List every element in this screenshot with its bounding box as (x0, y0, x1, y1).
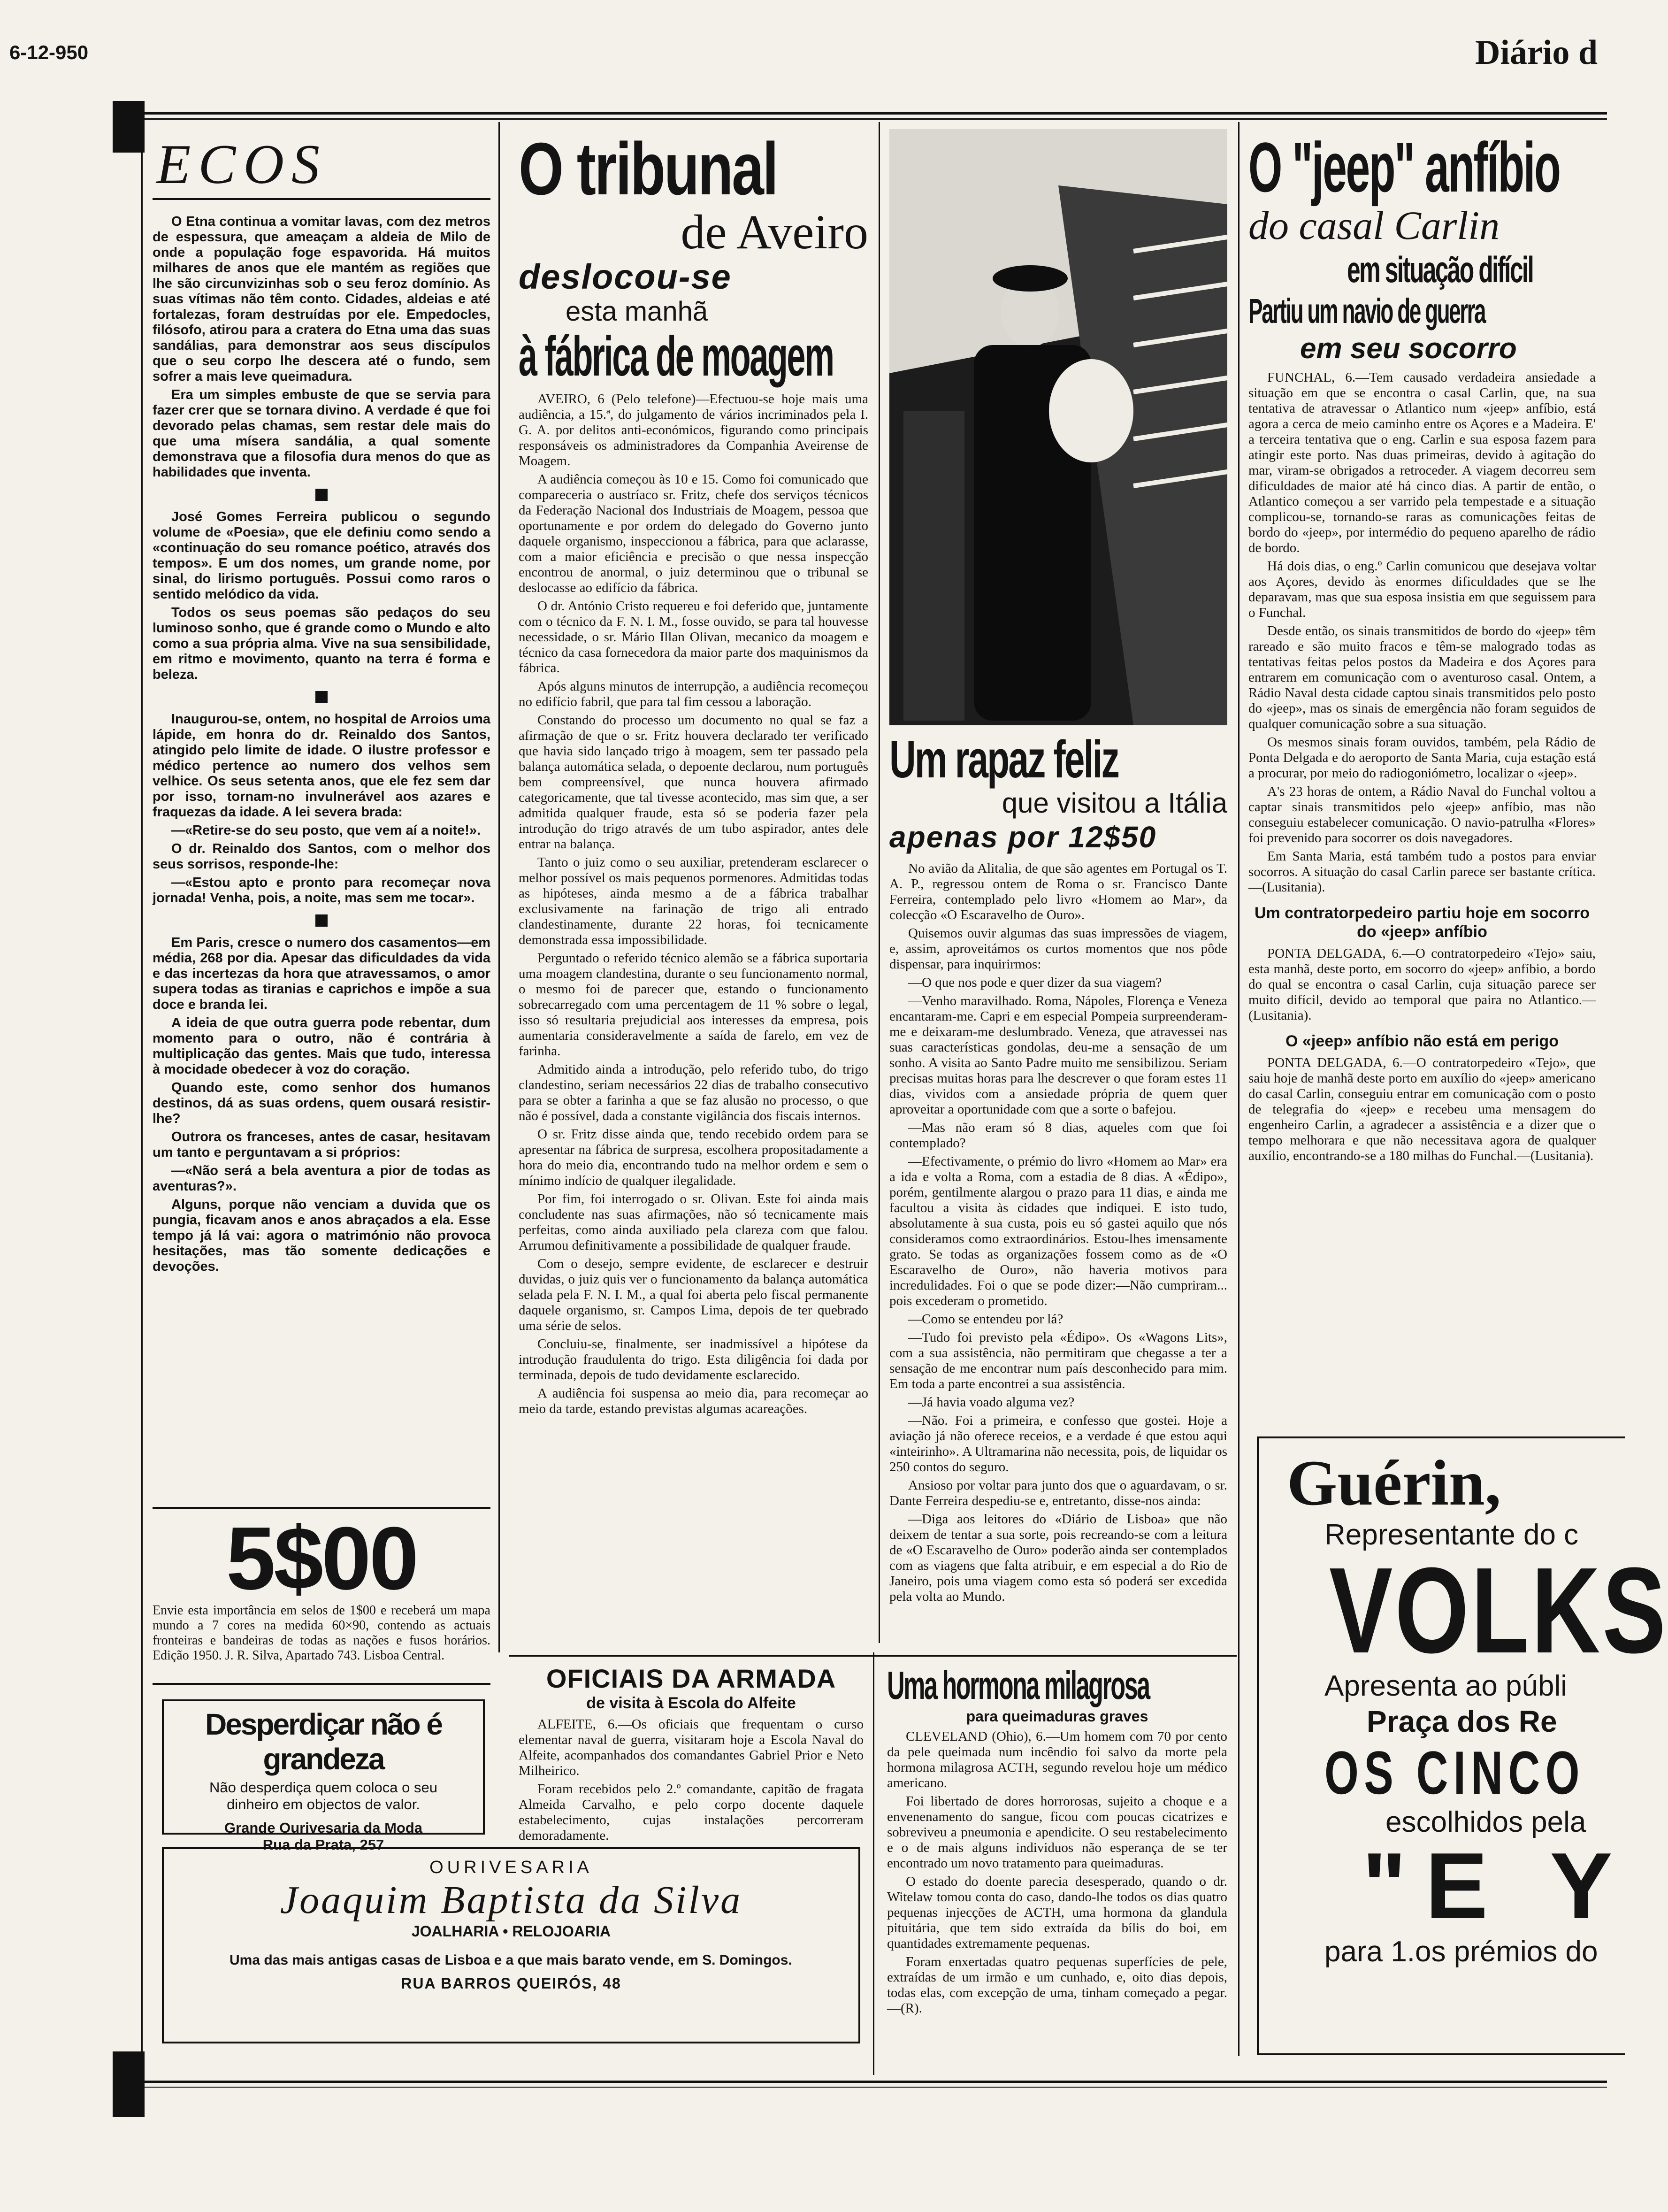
jeep-paragraph: PONTA DELGADA, 6.—O contratorpedeiro «Tejo» saiu, esta manhã, deste porto, em socorro do «jeep» anfíbio, a bordo do qual se encontra o casal Carlin, cuja situação parece ser muito difícil, devido ao temporal que paira no Atlantico.—(Lusitania). (1248, 946, 1596, 1023)
ecos-paragraph: Outrora os franceses, antes de casar, hesitavam um tanto e perguntavam a si próprios: (153, 1129, 490, 1160)
rapaz-paragraph: Ansioso por voltar para junto dos que o aguardavam, o sr. Dante Ferreira despediu-se e, entretanto, disse-nos ainda: (889, 1478, 1227, 1508)
ad-baptista-name: Joaquim Baptista da Silva (280, 1878, 742, 1922)
tribunal-headline: O tribunal (519, 128, 777, 210)
photo (889, 129, 1227, 725)
ecos-paragraph: José Gomes Ferreira publicou o segundo volume de «Poesia», que ele definiu como sendo a «continuação do seu romance poético, através dos tempos». E um dos nomes, um grande nome, por sinal, do lirismo português. Possui como raros o sentido melódico da vida. (153, 509, 490, 602)
bottom-rule-2 (113, 2087, 1607, 2088)
jeep-paragraph: Desde então, os sinais transmitidos de bordo do «jeep» têm rareado e são muito fracos e têm-se malogrado todas as tentativas feitas pelos postos da Madeira e dos Açores para entrarem em comunicação com o aventuroso casal. Ontem, a Rádio Naval desta cidade captou sinais transmitidos pelo posto do «jeep», mas os sinais de emergência não foram seguidos de qualquer comunicação sobre a sua situação. (1248, 623, 1596, 731)
ecos-paragraph: O Etna continua a vomitar lavas, com dez metros de espessura, que ameaçam a aldeia de Milo de onde a população foge espavorida. Há muitos milhares de anos que ele mantém as regiões que lhe são circunvizinhas sob o seu feroz domínio. As suas vítimas não têm conto. Cidades, aldeias e até fortalezas, foram destruídas por ele. Empedocles, filósofo, atirou para a cratera do Etna uma das suas sandálias, para demonstrar aos seus discípulos que o seu corpo lhe descera até o fundo, sem sofrer a mais leve queimadura. (153, 214, 490, 384)
separator-square (315, 914, 328, 927)
separator-square (315, 691, 328, 703)
rapaz-headline: Um rapaz feliz (889, 730, 1118, 789)
ad-ourivesaria-moda (162, 1699, 485, 1853)
ad-guerin-line4: OS CINCO (1324, 1738, 1585, 1807)
bottom-rule-1 (113, 2081, 1607, 2083)
rapaz-paragraph: —Não. Foi a primeira, e confesso que gostei. Hoje a aviação já não oferece receios, e a verdade é que estou aqui «inteirinho». A Ultramarina não necessita, pois, de liquidar os 250 contos do seguro. (889, 1413, 1227, 1475)
ecos-paragraph: —«Retire-se do seu posto, que vem aí a noite!». (171, 823, 481, 838)
tribunal-headline-4: esta manhã (566, 296, 708, 327)
top-rule-1 (113, 112, 1607, 115)
tribunal-paragraph: AVEIRO, 6 (Pelo telefone)—Efectuou-se hoje mais uma audiência, a 15.ª, do julgamento de vários incriminados pela I. G. A. por delitos anti-económicos, figurando como principais responsáveis os administradores da Companhia Aveirense de Moagem. (519, 392, 868, 469)
armada-paragraph: ALFEITE, 6.—Os oficiais que frequentam o curso elementar naval de guerra, visitaram hoje a Escola Naval do Alfeite, acompanhados dos comandantes Gabriel Prior e Neto Milheirico. (519, 1717, 864, 1778)
tribunal-paragraph: Com o desejo, sempre evidente, de esclarecer e destruir duvidas, o juiz quis ver o funcionamento da balança automática selada pela F. N. I. M., a qual foi aberta pelo fiscal permanente daquele organismo, sr. Campos Lima, depois de ter quebrado uma série de selos. (519, 1256, 868, 1333)
hormona-subheadline: para queimaduras graves (966, 1708, 1148, 1725)
col-sep-2 (879, 122, 880, 1643)
ad-baptista-label: OURIVESARIA (429, 1858, 593, 1877)
tribunal-paragraph: A audiência começou às 10 e 15. Como foi comunicado que compareceria o austríaco sr. Fritz, chefe dos serviços técnicos da Federação Nacional dos Industriais de Moagem, pessoa que oportunamente e por ordem do delegado do Governo junto daquele organismo, inspeccionou a fábrica, para que aclarasse, com a maior eficiência e precisão o que nessa inspecção encontrou de anormal, o juiz determinou que o tribunal se deslocasse ao edifício da fábrica. (519, 472, 868, 595)
rapaz-paragraph: —Venho maravilhado. Roma, Nápoles, Florença e Veneza encantaram-me. Capri e em especial Pompeia surpreenderam-me e deixaram-me deslumbrado. Veneza, que atravessei nas suas características gondolas, deu-me a sensação de um sonho. A visita ao Santo Padre muito me sensibilizou. Seriam precisas muitas horas para lhe descrever o que foram estes 11 dias, vividos com a ansiedade própria de quem quer aproveitar a oportunidade com que a sorte o bafejou. (889, 993, 1227, 1117)
rapaz-paragraph: —Mas não eram só 8 dias, aqueles com que foi contemplado? (889, 1120, 1227, 1151)
ecos-paragraph: Inaugurou-se, ontem, no hospital de Arroios uma lápide, em honra do dr. Reinaldo dos Santos, atingido pelo limite de idade. O ilustre professor e médico pertence ao numero dos velhos sem velhice. Os seus setenta anos, que ele fez sem dar por isso, tornam-no invulnerável aos azares e fraquezas da idade. A lei severa brada: (153, 712, 490, 820)
tribunal-paragraph: Admitido ainda a introdução, pelo referido tubo, do trigo clandestino, seriam necessários 22 dias de trabalho consecutivo para se obter a farinha a que se faz alusão no processo, o que não é possível, dada a constante vigilância dos fiscais internos. (519, 1062, 868, 1123)
col-sep-3 (1238, 122, 1240, 2056)
tribunal-headline-5: à fábrica de moagem (519, 325, 834, 388)
ad-guerin-line1: Representante do c (1324, 1519, 1579, 1551)
hormona-paragraph: Foi libertado de dores horrorosas, sujeito a choque e a envenenamento do sangue, ficou com poucas cicatrizes e sobreviveu a pneumonia e apendicite. O seu restabelecimento e o de mais alguns individuos não esperança de se ter encontrado um novo tratamento para queimaduras. (887, 1794, 1227, 1871)
rapaz-paragraph: —O que nos pode e quer dizer da sua viagem? (908, 975, 1162, 990)
ad-baptista-text: Uma das mais antigas casas de Lisboa e a que mais barato vende, em S. Domingos. (230, 1952, 792, 1968)
jeep-headline-2: do casal Carlin (1248, 203, 1500, 248)
ad-map-price: 5$00 (226, 1509, 417, 1608)
jeep-paragraph: FUNCHAL, 6.—Tem causado verdadeira ansiedade a situação em que se encontra o casal Carlin, que, na sua tentativa de atravessar o Atlantico num «jeep» anfíbio, está agora a cerca de meio caminho entre os Açores e a Madeira. E' a terceira tentativa que o eng. Carlin e sua esposa fazem para atingir este porto. Nas duas primeiras, devido à agitação do mar, viram-se obrigados a retroceder. A viagem decorreu sem dificuldades de maior até há cinco dias. A partir de então, o Atlantico começou a ser varrido pela tempestade e a situação complicou-se, tornando-se raras as comunicações feitas de bordo do «jeep», por intermédio do pequeno aparelho de rádio de bordo. (1248, 370, 1596, 555)
rapaz-paragraph: No avião da Alitalia, de que são agentes em Portugal os T. A. P., regressou ontem de Roma o sr. Francisco Dante Ferreira, contemplado pelo livro «Homem ao Mar», da colecção «O Escaravelho de Ouro». (889, 861, 1227, 922)
ecos-paragraph: A ideia de que outra guerra pode rebentar, dum momento para o outro, não é contrária à multiplicação das gentes. Mais que tudo, interessa à mocidade obedecer à voz do coração. (153, 1015, 490, 1077)
ad-guerin-line6: para 1.os prémios do (1324, 1936, 1598, 1968)
ad-baptista-address: RUA BARROS QUEIRÓS, 48 (401, 1975, 621, 1992)
ad-baptista-trade: JOALHARIA • RELOJOARIA (411, 1923, 611, 1940)
ad-moda-headline: Desperdiçar não é grandeza (205, 1707, 442, 1776)
ecos-paragraph: Alguns, porque não venciam a duvida que os pungia, ficavam anos e anos abraçados a ela. Esse tempo já lá vai: agora o matrimónio não provoca hesitações, mas tão somente dedicações e devoções. (153, 1197, 490, 1274)
tribunal-paragraph: O dr. António Cristo requereu e foi deferido que, juntamente com o técnico da F. N. I. M., fosse ouvido, se para tal houvesse necessidade, o sr. Mário Illan Olivan, mecanico da moagem e técnico da casa fornecedora da maior parte dos maquinismos da fábrica. (519, 599, 868, 676)
armada-paragraph: Foram recebidos pelo 2.º comandante, capitão de fragata Almeida Carvalho, e pelo corpo docente daquele estabelecimento, cujas instalações percorreram demoradamente. (519, 1782, 864, 1843)
rapaz-paragraph: —Diga aos leitores do «Diário de Lisboa» que não deixem de tentar a sua sorte, pois recreando-se com a leitura de «O Escaravelho de Ouro» poderão ainda ser contemplados com as viagens que falta atribuir, e em especial a do Rio de Janeiro, pois uma viagem como esta só poderá ser excedida pela volta ao Mundo. (889, 1512, 1227, 1604)
ecos-paragraph: —«Estou apto e pronto para recomeçar nova jornada! Venha, pois, a noite, mas sem me tocar». (153, 875, 490, 906)
jeep-paragraph: A's 23 horas de ontem, a Rádio Naval do Funchal voltou a captar sinais transmitidos pelo «jeep» anfíbio, mas não conseguiu estabelecer comunicação. O navio-patrulha «Flores» foi prevenido para socorrer os dois navegadores. (1248, 784, 1596, 845)
ecos-paragraph: Todos os seus poemas são pedaços do seu luminoso sonho, que é grande como o Mundo e alto como a sua própria alma. Vive na sua sensibilidade, em ritmo e movimento, quanto na terra é forma e beleza. (153, 605, 490, 682)
col-sep-4 (873, 1652, 874, 2075)
col-sep-1 (498, 122, 500, 1652)
ecos-title: ECOS (156, 133, 327, 195)
ad-guerin-line2: Apresenta ao públi (1324, 1670, 1568, 1702)
page-date: 6-12-950 (9, 41, 89, 63)
ad-baptista (162, 1847, 860, 2043)
ecos-paragraph: Era um simples embuste de que se servia para fazer crer que se tornara divino. A verdade é que foi devorado pelas chamas, sem restar dele mais do que uma mísera sandália, a qual somente demonstrava que a filosofia dura menos do que as habilidades que inventa. (153, 387, 490, 480)
corner-block-bottom (113, 2051, 145, 2117)
ad-map-bottom-rule (153, 1683, 490, 1685)
ad-moda-name: Grande Ourivesaria da Moda (224, 1820, 423, 1836)
ad-guerin-quote: "E Y (1362, 1834, 1631, 1938)
rapaz-paragraph: —Como se entendeu por lá? (908, 1312, 1064, 1327)
rapaz-paragraph: —Já havia voado alguma vez? (908, 1395, 1075, 1410)
jeep-paragraph: Em Santa Maria, está também tudo a postos para enviar socorros. A situação do casal Carlin parece ser bastante crítica.—(Lusitania). (1248, 849, 1596, 895)
ad-guerin-line3: Praça dos Re (1367, 1705, 1557, 1738)
corner-block-top (113, 101, 145, 153)
jeep-headline: O "jeep" anfíbio (1248, 128, 1560, 207)
tribunal-paragraph: O sr. Fritz disse ainda que, tendo recebido ordem para se apresentar na fábrica de surpresa, escolhera propositadamente a hora do meio dia, encontrando tudo na melhor ordem e sem o mínimo indício de qualquer ilegalidade. (519, 1127, 868, 1188)
jeep-paragraph: Os mesmos sinais foram ouvidos, também, pela Rádio de Ponta Delgada e do aeroporto de Santa Maria, cuja estação está a procurar, por meio do radiogoniómetro, localizar o «jeep». (1248, 735, 1596, 781)
tribunal-paragraph: Concluiu-se, finalmente, ser inadmissível a hipótese da introdução fraudulenta do trigo. Esta diligência foi dada por terminada, depois de tudo devidamente esclarecido. (519, 1336, 868, 1382)
tribunal-paragraph: Tanto o juiz como o seu auxiliar, pretenderam esclarecer o melhor possível os mais pequenos pormenores. Admitidas todas as hipóteses, ainda mesmo a de a fábrica trabalhar exclusivamente na farinação de trigo ali entrado clandestinamente, durante 22 horas, foi tecnicamente demonstrada essa impossibilidade. (519, 855, 868, 947)
tribunal-headline-3: deslocou-se (519, 257, 732, 296)
masthead: Diário d (1475, 33, 1598, 72)
tribunal-headline-2: de Aveiro (681, 205, 868, 259)
ad-moda-address: Rua da Prata, 257 (262, 1836, 384, 1853)
lower-articles-rule (509, 1655, 1237, 1657)
tribunal-article (519, 128, 868, 1420)
rapaz-paragraph: —Efectivamente, o prémio do livro «Homem ao Mar» era a ida e volta a Roma, com a estadia de 8 dias. A «Édipo», porém, gentilmente alargou o prazo para 11 dias, e ainda me facultou a visita às cidades que indiquei. E isto tudo, absolutamente à sua custa, pois eu só gastei aquilo que nós consideramos como extraordinários. Estou-lhes imensamente grato. Se todas as organizações fossem como as de «O Escaravelho de Ouro», não haveria motivos para incredulidades. Foi o que se pode dizer:—Não cumpriram... pois excederam o prometido. (889, 1154, 1227, 1308)
armada-article (519, 1664, 864, 1846)
tribunal-paragraph: Após alguns minutos de interrupção, a audiência recomeçou no edifício fabril, que para tal fim cessou a laboração. (519, 679, 868, 709)
tribunal-paragraph: Perguntado o referido técnico alemão se a fábrica suportaria uma moagem clandestina, durante o seu funcionamento normal, o mesmo foi de parecer que, estando o funcionamento sobrecarregado com uma percentagem de 11 % sobre o legal, isso só resultaria prejudicial aos interesses da empresa, pois aumentaria consideravelmente a saída de farelo, em vez de farinha. (519, 951, 868, 1059)
jeep-headline-5: em seu socorro (1300, 332, 1517, 365)
photo-illustration (889, 129, 1227, 725)
rapaz-headline-2: que visitou a Itália (1002, 787, 1227, 819)
ad-guerin-name: Guérin, (1287, 1447, 1501, 1519)
separator-square (315, 489, 328, 501)
jeep-subheading-2: O «jeep» anfíbio não está em perigo (1285, 1032, 1559, 1050)
ad-map (153, 1509, 490, 1666)
ad-guerin-brand: VOLKS (1329, 1543, 1668, 1679)
tribunal-paragraph: Por fim, foi interrogado o sr. Olivan. Este foi ainda mais concludente nas suas afirmações, não só tecnicamente mais perfeitas, como ainda auxiliado pela clareza com que falou. Arrumou definitivamente a possibilidade de qualquer fraude. (519, 1191, 868, 1253)
ad-guerin-line5: escolhidos pela (1385, 1806, 1586, 1838)
hormona-headline: Uma hormona milagrosa (887, 1663, 1149, 1707)
ad-map-text: Envie esta importância em selos de 1$00 e receberá um mapa mundo a 7 cores na medida 60×90, contendo as actuais fronteiras e bandeiras de todas as nações e fusos horários. Edição 1950. J. R. Silva, Apartado 743. Lisboa Central. (153, 1603, 490, 1663)
ecos-paragraph: Em Paris, cresce o numero dos casamentos—em média, 268 por dia. Apesar das dificuldades da vida e das incertezas da hora que atravessamos, o amor supera todas as tiranias e caprichos e impõe a sua doce e branda lei. (153, 935, 490, 1012)
top-rule-2 (113, 118, 1607, 120)
ecos-paragraph: O dr. Reinaldo dos Santos, com o melhor dos seus sorrisos, responde-lhe: (153, 841, 490, 872)
ad-guerin (1257, 1436, 1668, 2055)
jeep-subheading-1: Um contratorpedeiro partiu hoje em socorro do «jeep» anfíbio (1254, 904, 1590, 941)
jeep-paragraph: Há dois dias, o eng.º Carlin comunicou que desejava voltar aos Açores, devido às enormes dificuldades que se lhe deparavam, mas que sua esposa insistia em que seguissem para o Funchal. (1248, 559, 1596, 620)
armada-subheadline: de visita à Escola do Alfeite (586, 1694, 796, 1712)
rapaz-paragraph: —Tudo foi previsto pela «Édipo». Os «Wagons Lits», com a sua assistência, não permitiram que chegasse a ter a sensação de me encontrar num país desconhecido para mim. Em toda a parte encontrei a sua assistência. (889, 1330, 1227, 1391)
rapaz-article (889, 732, 1227, 1607)
tribunal-paragraph: Constando do processo um documento no qual se faz a afirmação de que o sr. Fritz houvera declarado ter verificado que havia sido lançado trigo à moagem, sem ter passado pela balança automática selada, o depoente declarou, num português bem compreensível, que nunca houvera afirmado categoricamente, que tal tivesse acontecido, mas sim que, a ser admitida qualquer fraude, esta só se poderia fazer pela introdução do trigo através de um tubo aspirador, antes dele entrar na balança. (519, 713, 868, 852)
ad-moda-text: Não desperdiça quem coloca o seu dinheiro em objectos de valor. (209, 1779, 437, 1813)
hormona-paragraph: CLEVELAND (Ohio), 6.—Um homem com 70 por cento da pele queimada num incêndio foi salvo da morte pela hormona milagrosa ACTH, segundo revelou hoje um médico americano. (887, 1729, 1227, 1790)
left-rule (141, 117, 143, 2066)
ecos-column (153, 133, 490, 1277)
ecos-paragraph: Quando este, como senhor dos humanos destinos, dá as suas ordens, quem ousará resistir-lhe? (153, 1080, 490, 1126)
ecos-title-rule (153, 198, 490, 200)
hormona-article (887, 1664, 1227, 2019)
jeep-article (1248, 128, 1596, 1167)
rapaz-paragraph: Quisemos ouvir algumas das suas impressões de viagem, e, assim, aproveitámos os curtos momentos que nos pôde dispensar, para inquirirmos: (889, 926, 1227, 972)
jeep-headline-4: Partiu um navio de guerra (1248, 292, 1485, 330)
jeep-headline-3: em situação difícil (1347, 249, 1533, 290)
jeep-paragraph: PONTA DELGADA, 6.—O contratorpedeiro «Tejo», que saiu hoje de manhã deste porto em auxílio do «jeep» americano do casal Carlin, conseguiu entrar em comunicação com o posto de telegrafia do «jeep» e recebeu uma mensagem do engenheiro Carlin, a agradecer a assistência e a dizer que o tempo melhorara e que não necessitava agora de qualquer auxílio, encontrando-se a 180 milhas do Funchal.—(Lusitania). (1248, 1055, 1596, 1163)
ecos-paragraph: —«Não será a bela aventura a pior de todas as aventuras?». (153, 1163, 490, 1194)
armada-headline: OFICIAIS DA ARMADA (546, 1664, 836, 1693)
rapaz-headline-3: apenas por 12$50 (889, 820, 1157, 854)
hormona-paragraph: O estado do doente parecia desesperado, quando o dr. Witelaw tomou conta do caso, dando-lhe todos os dias quatro pequenas injecções de ACTH, uma hormona da glandula pituitária, que tem sido extraída da bílis do boi, em quantidades extremamente pequenas. (887, 1874, 1227, 1951)
hormona-paragraph: Foram enxertadas quatro pequenas superfícies de pele, extraídas de um irmão e um cunhado, e, oito dias depois, todas elas, com excepção de uma, tinham começado a pegar.—(R). (887, 1954, 1227, 2016)
tribunal-paragraph: A audiência foi suspensa ao meio dia, para recomeçar ao meio da tarde, estando previstas algumas acareações. (519, 1386, 868, 1416)
